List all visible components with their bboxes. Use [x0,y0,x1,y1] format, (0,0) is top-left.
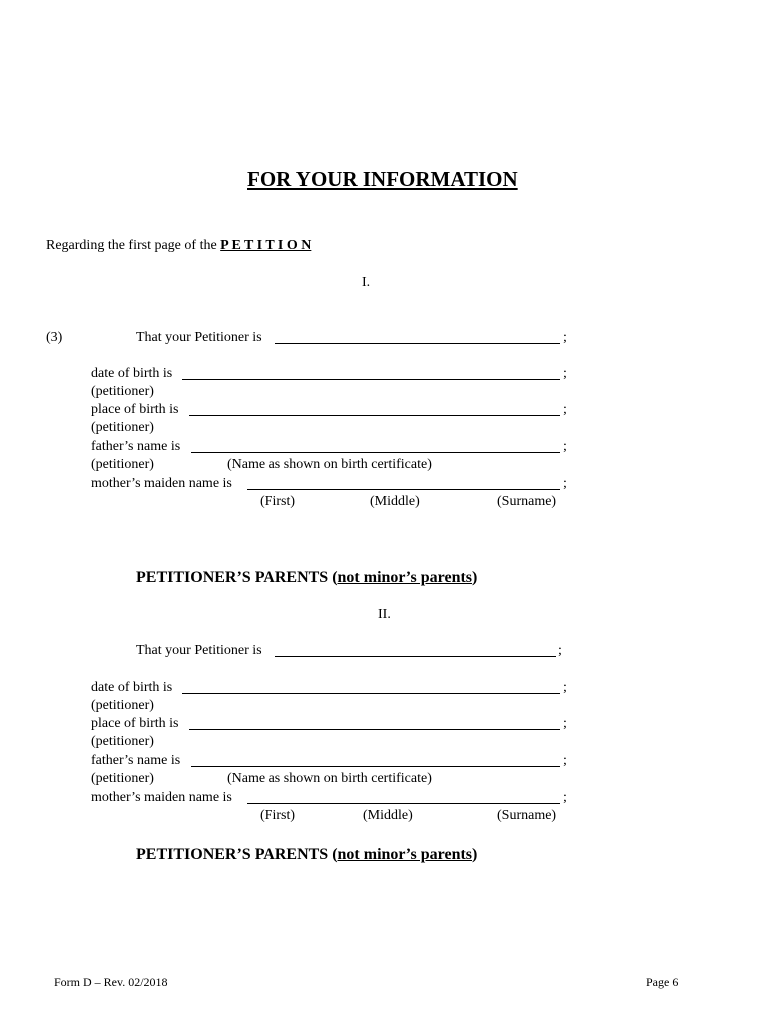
terminator: ; [563,753,567,768]
father-sub-2: (petitioner) [91,771,154,786]
heading-suffix: ) [472,569,478,586]
terminator: ; [563,716,567,731]
first-caption-1: (First) [260,494,295,509]
terminator: ; [563,680,567,695]
page-number: Page 6 [646,975,679,989]
father-label-1: father’s name is [91,439,181,454]
dob-sub-1: (petitioner) [91,384,154,399]
heading-prefix: PETITIONER’S PARENTS ( [136,569,338,586]
section-2-numeral: II. [378,607,391,622]
terminator: ; [563,330,567,345]
page-title: FOR YOUR INFORMATION [247,167,518,191]
pob-field-2[interactable] [189,729,560,730]
middle-caption-1: (Middle) [370,494,420,509]
mother-field-2[interactable] [247,803,560,804]
heading-underlined: not minor’s parents [337,569,473,586]
dob-sub-2: (petitioner) [91,698,154,713]
father-sub-1: (petitioner) [91,457,154,472]
heading-prefix: PETITIONER’S PARENTS ( [136,846,338,863]
form-revision: Form D – Rev. 02/2018 [54,975,168,989]
parents-heading-1 [136,568,477,588]
name-note-2: (Name as shown on birth certificate) [227,771,432,786]
dob-label-2: date of birth is [91,680,173,695]
terminator: ; [563,402,567,417]
terminator: ; [563,476,567,491]
dob-label-1: date of birth is [91,366,173,381]
first-caption-2: (First) [260,808,295,823]
mother-label-1: mother’s maiden name is [91,476,232,491]
father-field-1[interactable] [191,452,560,453]
terminator: ; [563,439,567,454]
pob-label-1: place of birth is [91,402,179,417]
petitioner-field-1[interactable] [275,343,560,344]
intro-text: Regarding the first page of the [46,238,221,253]
surname-caption-1: (Surname) [497,494,557,509]
intro-line [46,238,311,254]
petitioner-field-2[interactable] [275,656,556,657]
heading-underlined: not minor’s parents [337,846,473,863]
dob-field-2[interactable] [182,693,560,694]
dob-field-1[interactable] [182,379,560,380]
heading-suffix: ) [472,846,478,863]
item-number: (3) [46,330,63,345]
father-label-2: father’s name is [91,753,181,768]
pob-sub-1: (petitioner) [91,420,154,435]
pob-sub-2: (petitioner) [91,734,154,749]
mother-field-1[interactable] [247,489,560,490]
pob-label-2: place of birth is [91,716,179,731]
terminator: ; [563,366,567,381]
parents-heading-2 [136,845,477,865]
terminator: ; [558,643,562,658]
surname-caption-2: (Surname) [497,808,557,823]
name-note-1: (Name as shown on birth certificate) [227,457,432,472]
father-field-2[interactable] [191,766,560,767]
section-1-numeral: I. [362,275,371,290]
petitioner-label-2: That your Petitioner is [136,643,262,658]
pob-field-1[interactable] [189,415,560,416]
petitioner-label-1: That your Petitioner is [136,330,262,345]
terminator: ; [563,790,567,805]
petition-word: P E T I T I O N [220,238,312,253]
middle-caption-2: (Middle) [363,808,413,823]
mother-label-2: mother’s maiden name is [91,790,232,805]
